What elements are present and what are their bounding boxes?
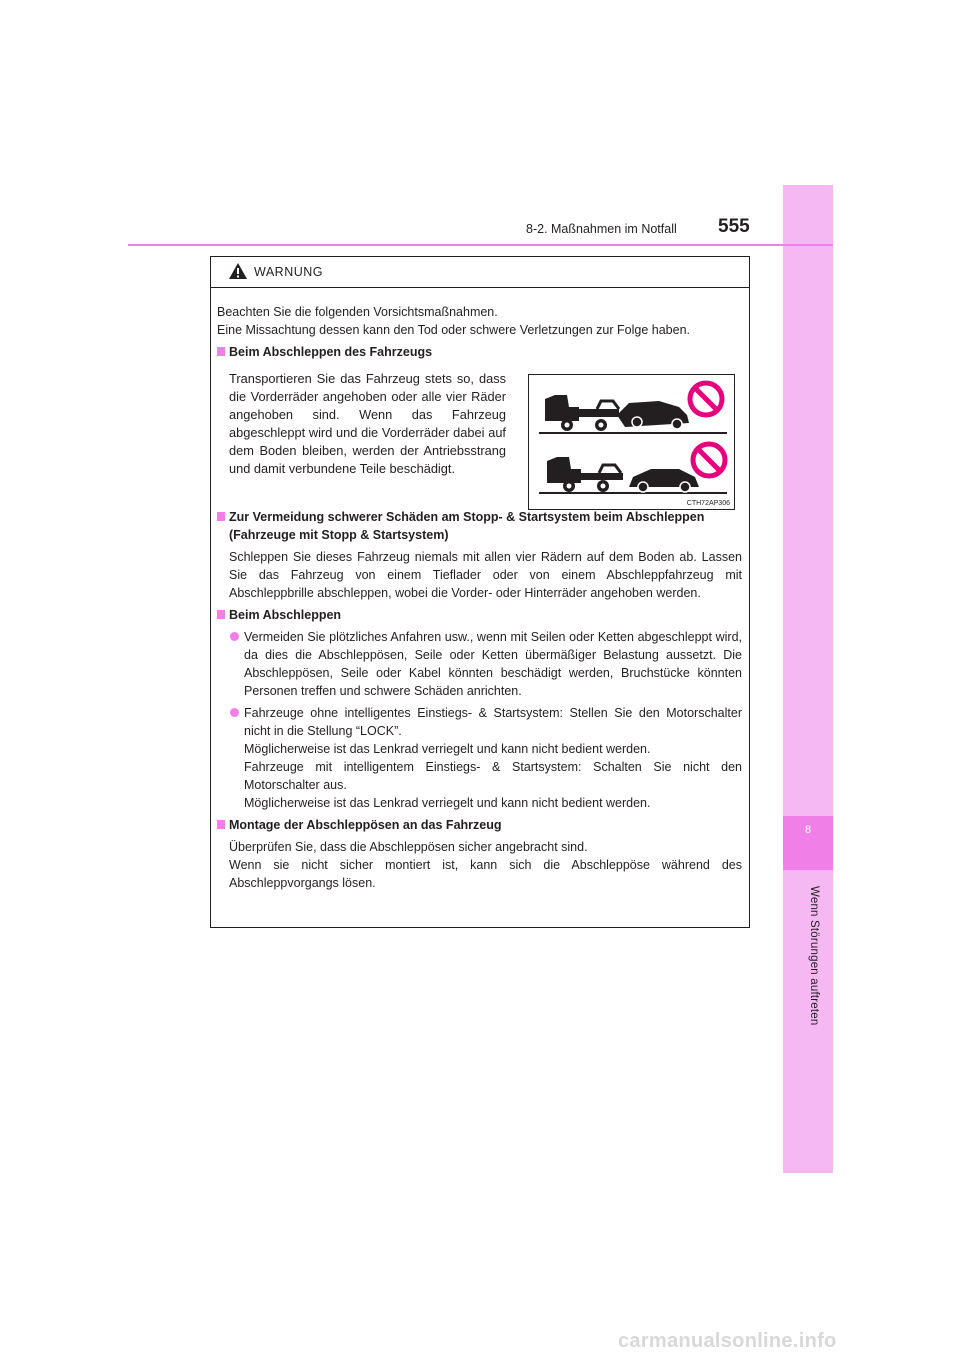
header-rule <box>128 244 833 246</box>
square-bullet-icon <box>217 347 225 356</box>
chapter-title: Wenn Störungen auftreten <box>808 886 820 1026</box>
intro-line: Beachten Sie die folgenden Vorsichtsmaßnahmen. <box>217 305 498 319</box>
circle-bullet-icon <box>230 632 239 641</box>
square-bullet-icon <box>217 820 225 829</box>
section-heading: Zur Vermeidung schwerer Schäden am Stopp- & Startsystem beim Abschleppen (Fahrzeuge mit Stopp & Startsystem) <box>217 508 742 544</box>
section-text: Überprüfen Sie, dass die Abschleppösen sicher angebracht sind. <box>229 840 588 854</box>
prohibited-icon <box>690 383 722 415</box>
chapter-number: 8 <box>804 824 812 836</box>
section-text: Schleppen Sie dieses Fahrzeug niemals mit allen vier Rädern auf dem Boden ab. Lassen Sie das Fahrzeug von einem Tieflader oder von einem Abschleppfahrzeug mit Abschleppbrille abschleppen, wobei die Vorder- oder Hinterräder angehoben werden. <box>229 550 742 600</box>
page-number: 555 <box>718 216 750 237</box>
watermark: carmanualsonline.info <box>618 1330 837 1352</box>
section-title: 8-2. Maßnahmen im Notfall <box>526 222 677 236</box>
list-item: Fahrzeuge ohne intelligentes Einstiegs- & Startsystem: Stellen Sie den Motorschalter nicht in die Stellung “LOCK”. Möglicherweise ist das Lenkrad verriegelt und kann nicht bedient werden. Fahrzeuge mit intelligentem Einstiegs- & Startsystem: Schalten Sie nicht den Motorschalter aus. Möglicherweise ist das Lenkrad verriegelt und kann nicht bedient werden. <box>217 704 742 812</box>
warning-triangle-icon <box>229 263 247 279</box>
warning-box <box>210 256 750 928</box>
square-bullet-icon <box>217 610 225 619</box>
illustration-code: CTH72AP306 <box>686 500 730 507</box>
prohibited-icon <box>693 444 725 476</box>
intro-line: Eine Missachtung dessen kann den Tod oder schwere Verletzungen zur Folge haben. <box>217 323 690 337</box>
list-item: Vermeiden Sie plötzliches Anfahren usw., wenn mit Seilen oder Ketten abgeschleppt wird, da dies die Abschleppösen, Seile oder Ketten übermäßiger Belastung aussetzt. Die Abschleppösen, Seile oder Kabel könnten beschädigt werden, Bruchstücke könnten Personen treffen und schwere Schäden anrichten. <box>217 628 742 700</box>
square-bullet-icon <box>217 512 225 521</box>
towing-illustration <box>528 374 735 510</box>
tow-truck-icon <box>529 375 734 509</box>
warning-header <box>211 257 749 288</box>
section-text: Wenn sie nicht sicher montiert ist, kann sich die Abschleppöse während des Abschleppvorgangs lösen. <box>229 858 742 890</box>
circle-bullet-icon <box>230 708 239 717</box>
section-text: Transportieren Sie das Fahrzeug stets so, dass die Vorderräder angehoben oder alle vier Räder angehoben sind. Wenn das Fahrzeug abgeschleppt wird und die Vorderräder dabei auf dem Boden bleiben, werden der Antriebsstrang und damit verbundene Teile beschädigt. <box>229 371 506 476</box>
section-heading: Montage der Abschleppösen an das Fahrzeug <box>217 816 742 834</box>
warning-title: WARNUNG <box>254 265 324 279</box>
section-heading: Beim Abschleppen <box>217 606 742 624</box>
section-heading: Beim Abschleppen des Fahrzeugs <box>217 343 742 361</box>
